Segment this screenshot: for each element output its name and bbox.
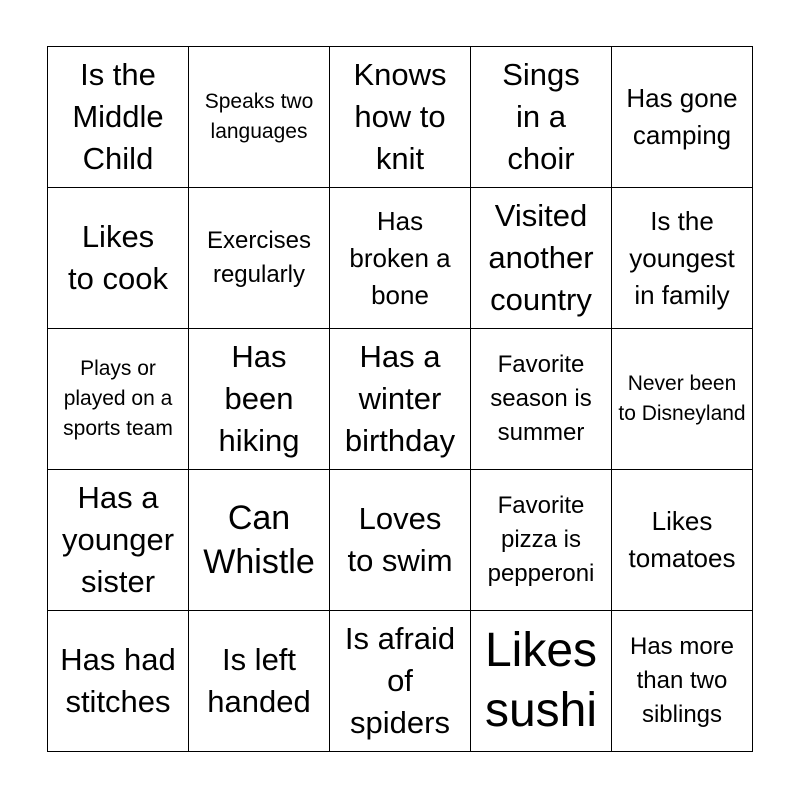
bingo-board <box>47 46 753 752</box>
bingo-cell-text: Is left handed <box>207 642 311 719</box>
bingo-cell[interactable] <box>330 611 471 752</box>
bingo-cell-text: Has been hiking <box>218 339 300 458</box>
bingo-cell[interactable] <box>189 47 330 188</box>
bingo-cell-text: Has broken a bone <box>349 205 451 310</box>
bingo-cell[interactable] <box>189 470 330 611</box>
bingo-cell-text: Sings in a choir <box>502 57 580 176</box>
bingo-cell[interactable] <box>330 329 471 470</box>
bingo-cell-text: Has more than two siblings <box>629 633 735 728</box>
bingo-cell-text: Speaks two languages <box>204 90 314 143</box>
bingo-cell-text: Knows how to knit <box>353 57 447 176</box>
bingo-cell[interactable] <box>471 329 612 470</box>
bingo-cell[interactable] <box>330 470 471 611</box>
bingo-cell-text: Exercises regularly <box>206 227 312 288</box>
bingo-cell[interactable] <box>189 188 330 329</box>
bingo-cell-text: Never been to Disneyland <box>618 372 746 425</box>
bingo-cell-text: Likes sushi <box>484 624 598 737</box>
bingo-cell[interactable] <box>612 188 753 329</box>
bingo-cell[interactable] <box>189 329 330 470</box>
bingo-cell[interactable] <box>330 188 471 329</box>
bingo-cell[interactable] <box>471 47 612 188</box>
bingo-cell-text: Likes tomatoes <box>628 506 736 573</box>
bingo-cell[interactable] <box>612 470 753 611</box>
bingo-cell-text: Has had stitches <box>60 642 176 719</box>
bingo-cell-text: Likes to cook <box>68 219 168 296</box>
bingo-cell[interactable] <box>471 188 612 329</box>
bingo-cell-text: Has a younger sister <box>61 480 175 599</box>
bingo-cell[interactable] <box>48 611 189 752</box>
bingo-cell[interactable] <box>48 47 189 188</box>
bingo-cell-text: Favorite season is summer <box>490 351 592 446</box>
bingo-cell[interactable] <box>471 470 612 611</box>
bingo-cell-text: Plays or played on a sports team <box>63 357 173 440</box>
bingo-cell-text: Has a winter birthday <box>344 339 456 458</box>
bingo-cell-text: Is the youngest in family <box>629 205 735 310</box>
bingo-cell-text: Visited another country <box>488 198 594 317</box>
bingo-cell[interactable] <box>471 611 612 752</box>
bingo-cell[interactable] <box>612 47 753 188</box>
bingo-cell-text: Can Whistle <box>203 499 315 581</box>
bingo-cell-text: Favorite pizza is pepperoni <box>487 492 595 587</box>
bingo-cell[interactable] <box>189 611 330 752</box>
bingo-cell-text: Is afraid of spiders <box>344 621 456 740</box>
bingo-cell-text: Loves to swim <box>347 501 453 578</box>
bingo-cell[interactable] <box>330 47 471 188</box>
bingo-cell[interactable] <box>612 611 753 752</box>
bingo-cell-text: Is the Middle Child <box>72 57 164 176</box>
bingo-cell[interactable] <box>48 470 189 611</box>
bingo-cell[interactable] <box>612 329 753 470</box>
bingo-cell-text: Has gone camping <box>626 83 738 150</box>
bingo-cell[interactable] <box>48 188 189 329</box>
bingo-cell[interactable] <box>48 329 189 470</box>
